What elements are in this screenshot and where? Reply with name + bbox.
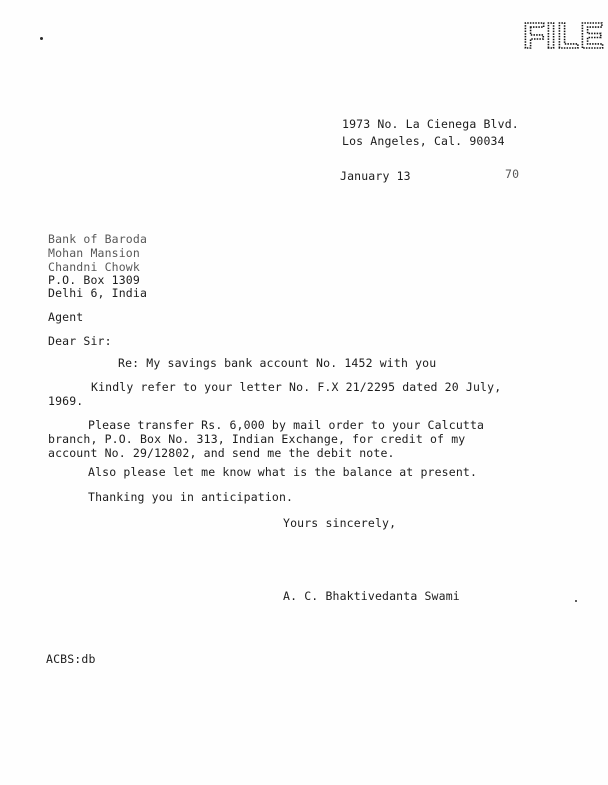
paper-speck xyxy=(40,37,43,40)
salutation: Dear Sir: xyxy=(48,334,112,348)
closing: Yours sincerely, xyxy=(283,516,397,530)
recipient-line1: Bank of Baroda xyxy=(48,232,148,246)
recipient-line4: P.O. Box 1309 xyxy=(48,273,140,287)
body-paragraph-2-line3: account No. 29/12802, and send me the debit note. xyxy=(48,446,395,460)
body-paragraph-1-line2: 1969. xyxy=(48,394,84,408)
recipient-line5: Delhi 6, India xyxy=(48,286,148,300)
reference-initials: ACBS:db xyxy=(46,652,96,666)
letter-date-year: 70 xyxy=(505,167,520,181)
recipient-line2: Mohan Mansion xyxy=(48,246,140,260)
subject-line: Re: My savings bank account No. 1452 with you xyxy=(118,356,437,370)
letter-date: January 13 xyxy=(340,169,411,183)
file-stamp xyxy=(523,12,605,56)
recipient-line3: Chandni Chowk xyxy=(48,260,140,274)
sender-address-line2: Los Angeles, Cal. 90034 xyxy=(342,134,505,148)
body-paragraph-1-line1: Kindly refer to your letter No. F.X 21/2295 dated 20 July, xyxy=(91,380,502,394)
body-paragraph-2-line1: Please transfer Rs. 6,000 by mail order to your Calcutta xyxy=(88,418,485,432)
file-stamp-text: FILE xyxy=(523,15,605,56)
sender-address-line1: 1973 No. La Cienega Blvd. xyxy=(342,117,519,131)
body-paragraph-4: Thanking you in anticipation. xyxy=(88,490,294,504)
body-paragraph-2-line2: branch, P.O. Box No. 313, Indian Exchange, for credit of my xyxy=(48,432,466,446)
signature-name: A. C. Bhaktivedanta Swami xyxy=(283,589,460,603)
paper-speck xyxy=(575,600,577,602)
body-paragraph-3: Also please let me know what is the balance at present. xyxy=(88,465,478,479)
recipient-attention: Agent xyxy=(48,310,84,324)
